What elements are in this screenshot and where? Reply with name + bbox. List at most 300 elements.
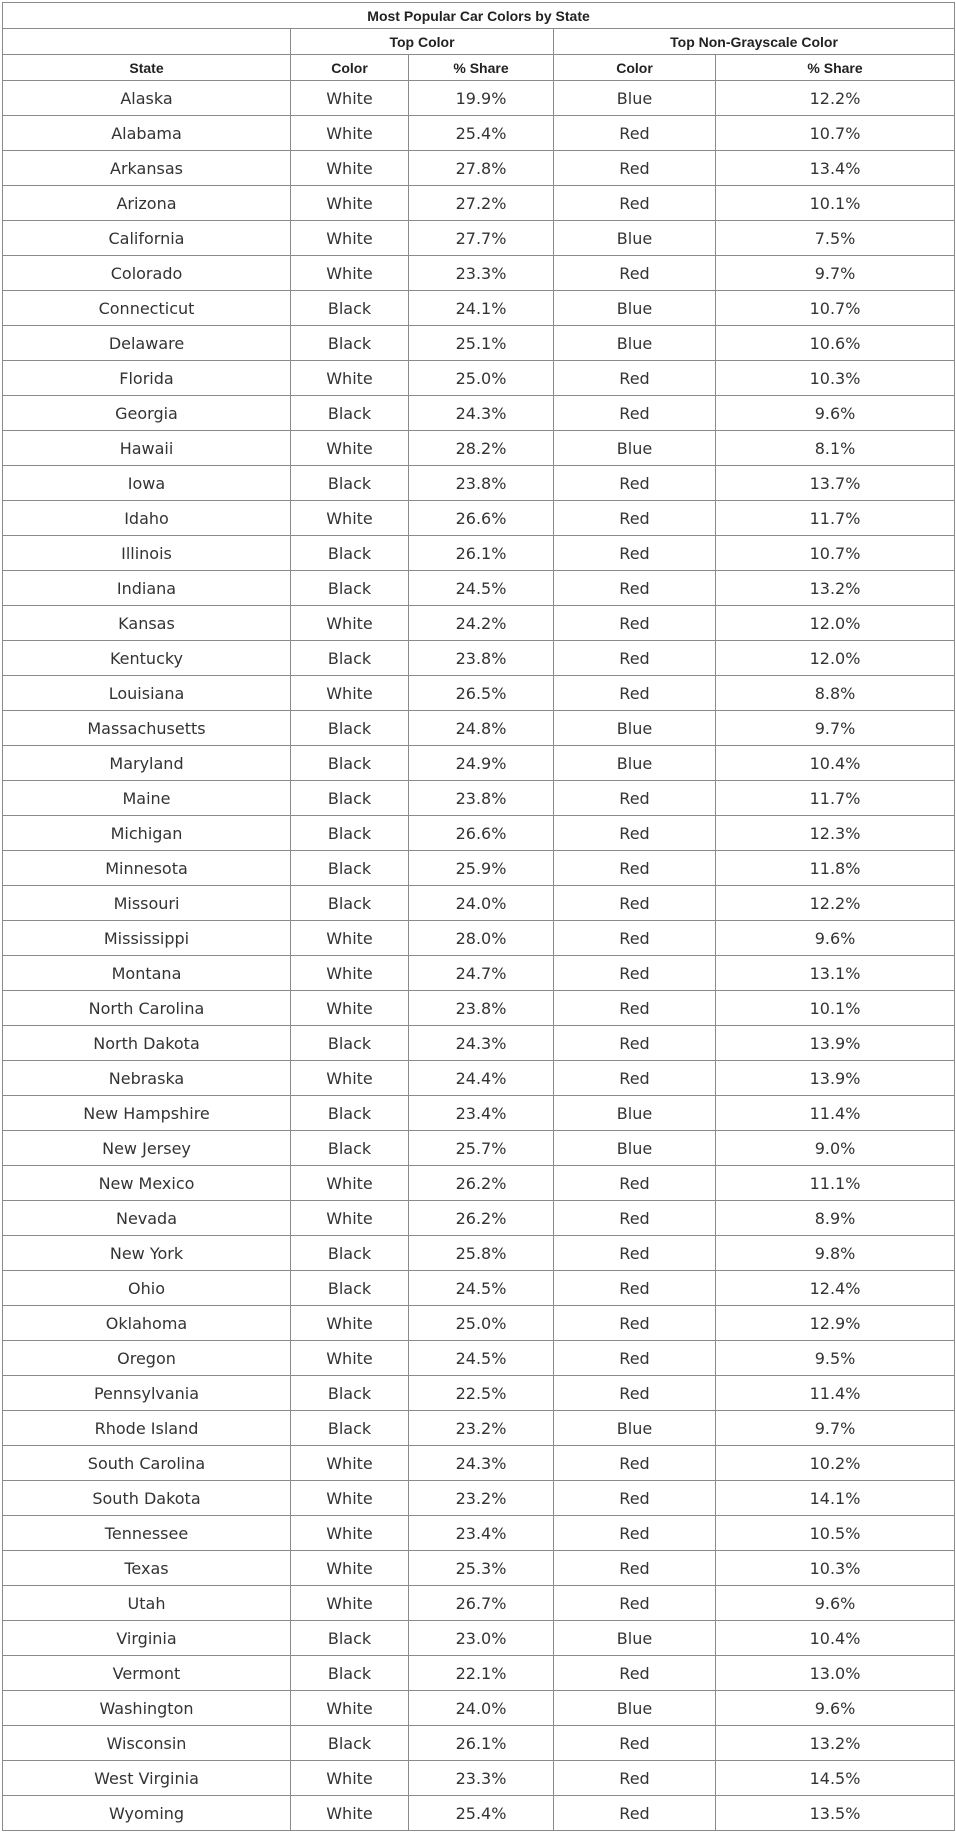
top-color-cell: White [291,1481,409,1516]
non-grayscale-share-cell: 9.7% [716,711,955,746]
top-share-cell: 25.4% [409,1796,554,1831]
state-cell: Maine [3,781,291,816]
car-colors-table [2,2,955,1831]
table-row [3,1796,955,1831]
table-row [3,641,955,676]
non-grayscale-share-cell: 9.6% [716,396,955,431]
non-grayscale-color-cell: Red [554,151,716,186]
non-grayscale-share-cell: 10.2% [716,1446,955,1481]
non-grayscale-color-cell: Blue [554,1131,716,1166]
top-share-cell: 23.8% [409,466,554,501]
table-row [3,326,955,361]
non-grayscale-color-cell: Red [554,1061,716,1096]
top-share-cell: 23.3% [409,256,554,291]
table-row [3,1691,955,1726]
top-color-cell: Black [291,1236,409,1271]
top-color-cell: White [291,606,409,641]
top-share-cell: 23.8% [409,641,554,676]
top-color-cell: White [291,1586,409,1621]
non-grayscale-color-cell: Red [554,676,716,711]
non-grayscale-share-cell: 14.1% [716,1481,955,1516]
non-grayscale-color-cell: Blue [554,221,716,256]
table-row [3,1551,955,1586]
non-grayscale-color-cell: Red [554,466,716,501]
non-grayscale-share-cell: 10.4% [716,746,955,781]
top-color-cell: Black [291,781,409,816]
table-row [3,571,955,606]
state-cell: Oklahoma [3,1306,291,1341]
top-color-cell: Black [291,746,409,781]
top-share-cell: 24.0% [409,1691,554,1726]
top-share-cell: 23.2% [409,1481,554,1516]
state-cell: Oregon [3,1341,291,1376]
non-grayscale-color-cell: Red [554,1446,716,1481]
non-grayscale-color-cell: Red [554,1166,716,1201]
top-share-cell: 25.1% [409,326,554,361]
top-color-cell: Black [291,291,409,326]
top-color-cell: White [291,1551,409,1586]
state-cell: Pennsylvania [3,1376,291,1411]
non-grayscale-share-cell: 13.2% [716,1726,955,1761]
top-color-cell: White [291,1201,409,1236]
table-row [3,186,955,221]
non-grayscale-color-cell: Red [554,361,716,396]
top-color-cell: White [291,1166,409,1201]
non-grayscale-share-cell: 13.0% [716,1656,955,1691]
top-share-cell: 24.5% [409,571,554,606]
top-share-cell: 24.2% [409,606,554,641]
non-grayscale-share-cell: 13.9% [716,1026,955,1061]
non-grayscale-share-cell: 14.5% [716,1761,955,1796]
top-share-cell: 25.9% [409,851,554,886]
top-color-cell: Black [291,1411,409,1446]
top-share-cell: 27.8% [409,151,554,186]
non-grayscale-share-cell: 11.1% [716,1166,955,1201]
column-header-non-grayscale-color: Color [554,55,716,81]
non-grayscale-color-cell: Red [554,1656,716,1691]
table-row [3,711,955,746]
table-row [3,1446,955,1481]
table-row [3,886,955,921]
non-grayscale-color-cell: Red [554,1726,716,1761]
top-color-cell: White [291,256,409,291]
non-grayscale-share-cell: 13.5% [716,1796,955,1831]
non-grayscale-color-cell: Red [554,256,716,291]
state-cell: Alabama [3,116,291,151]
non-grayscale-share-cell: 13.4% [716,151,955,186]
state-cell: Montana [3,956,291,991]
non-grayscale-share-cell: 11.8% [716,851,955,886]
table-body [3,81,955,1831]
state-cell: Florida [3,361,291,396]
non-grayscale-share-cell: 8.8% [716,676,955,711]
non-grayscale-share-cell: 12.9% [716,1306,955,1341]
non-grayscale-share-cell: 9.0% [716,1131,955,1166]
table-row [3,1726,955,1761]
table-row [3,781,955,816]
non-grayscale-share-cell: 9.8% [716,1236,955,1271]
top-share-cell: 24.5% [409,1271,554,1306]
top-share-cell: 23.4% [409,1516,554,1551]
top-color-cell: Black [291,1131,409,1166]
top-color-cell: White [291,81,409,116]
table-row [3,291,955,326]
table-row [3,921,955,956]
non-grayscale-color-cell: Blue [554,711,716,746]
column-header-non-grayscale-share: % Share [716,55,955,81]
state-cell: Delaware [3,326,291,361]
state-cell: Tennessee [3,1516,291,1551]
non-grayscale-share-cell: 13.2% [716,571,955,606]
top-share-cell: 27.2% [409,186,554,221]
column-header-top-color: Color [291,55,409,81]
column-group-row [3,29,955,55]
table-row [3,1586,955,1621]
table-row [3,1516,955,1551]
top-share-cell: 26.5% [409,676,554,711]
state-cell: New Hampshire [3,1096,291,1131]
top-color-cell: Black [291,396,409,431]
non-grayscale-color-cell: Red [554,501,716,536]
non-grayscale-color-cell: Red [554,1236,716,1271]
state-cell: Michigan [3,816,291,851]
top-share-cell: 23.2% [409,1411,554,1446]
top-color-cell: Black [291,641,409,676]
state-cell: North Carolina [3,991,291,1026]
state-cell: Indiana [3,571,291,606]
top-share-cell: 24.0% [409,886,554,921]
top-color-cell: White [291,676,409,711]
column-header-state: State [3,55,291,81]
top-color-cell: White [291,361,409,396]
state-cell: Nebraska [3,1061,291,1096]
top-color-cell: White [291,956,409,991]
state-cell: Maryland [3,746,291,781]
top-share-cell: 26.2% [409,1201,554,1236]
non-grayscale-color-cell: Red [554,571,716,606]
state-cell: Wisconsin [3,1726,291,1761]
top-share-cell: 25.0% [409,1306,554,1341]
state-cell: North Dakota [3,1026,291,1061]
state-cell: Virginia [3,1621,291,1656]
state-cell: Illinois [3,536,291,571]
top-color-cell: Black [291,816,409,851]
state-cell: Nevada [3,1201,291,1236]
non-grayscale-share-cell: 13.1% [716,956,955,991]
non-grayscale-color-cell: Red [554,956,716,991]
non-grayscale-share-cell: 12.2% [716,886,955,921]
table-row [3,1656,955,1691]
top-share-cell: 24.5% [409,1341,554,1376]
non-grayscale-share-cell: 10.6% [716,326,955,361]
table-row [3,501,955,536]
non-grayscale-share-cell: 13.7% [716,466,955,501]
table-row [3,1341,955,1376]
top-color-cell: White [291,151,409,186]
state-cell: Texas [3,1551,291,1586]
non-grayscale-share-cell: 11.7% [716,781,955,816]
top-share-cell: 25.0% [409,361,554,396]
table-row [3,151,955,186]
top-color-cell: White [291,1341,409,1376]
table-row [3,676,955,711]
non-grayscale-color-cell: Red [554,536,716,571]
non-grayscale-color-cell: Red [554,1586,716,1621]
non-grayscale-share-cell: 11.4% [716,1376,955,1411]
table-row [3,1376,955,1411]
state-cell: California [3,221,291,256]
top-color-cell: White [291,1796,409,1831]
non-grayscale-color-cell: Red [554,116,716,151]
table-row [3,956,955,991]
non-grayscale-color-cell: Red [554,1271,716,1306]
non-grayscale-color-cell: Blue [554,326,716,361]
table-row [3,116,955,151]
table-row [3,1761,955,1796]
table-title-row [3,3,955,29]
non-grayscale-share-cell: 8.1% [716,431,955,466]
non-grayscale-color-cell: Red [554,606,716,641]
top-share-cell: 26.6% [409,501,554,536]
table-row [3,1061,955,1096]
non-grayscale-color-cell: Blue [554,291,716,326]
top-color-cell: Black [291,536,409,571]
table-row [3,396,955,431]
table-row [3,1026,955,1061]
non-grayscale-color-cell: Red [554,1376,716,1411]
non-grayscale-color-cell: Red [554,816,716,851]
non-grayscale-share-cell: 10.4% [716,1621,955,1656]
top-share-cell: 26.6% [409,816,554,851]
non-grayscale-color-cell: Red [554,641,716,676]
top-color-cell: White [291,1306,409,1341]
state-cell: Hawaii [3,431,291,466]
non-grayscale-color-cell: Red [554,1026,716,1061]
top-share-cell: 23.0% [409,1621,554,1656]
state-cell: Missouri [3,886,291,921]
state-cell: South Carolina [3,1446,291,1481]
top-color-cell: Black [291,326,409,361]
state-cell: Connecticut [3,291,291,326]
table-row [3,1166,955,1201]
top-share-cell: 22.1% [409,1656,554,1691]
table-row [3,81,955,116]
top-color-cell: Black [291,571,409,606]
top-share-cell: 23.8% [409,781,554,816]
table-row [3,221,955,256]
non-grayscale-color-cell: Red [554,851,716,886]
top-color-cell: White [291,116,409,151]
top-share-cell: 25.8% [409,1236,554,1271]
state-cell: Mississippi [3,921,291,956]
top-color-cell: Black [291,1096,409,1131]
non-grayscale-share-cell: 10.3% [716,361,955,396]
top-color-cell: Black [291,1026,409,1061]
non-grayscale-share-cell: 12.0% [716,606,955,641]
non-grayscale-color-cell: Red [554,991,716,1026]
non-grayscale-share-cell: 10.7% [716,291,955,326]
non-grayscale-color-cell: Red [554,1551,716,1586]
top-color-cell: White [291,1691,409,1726]
table-row [3,431,955,466]
state-cell: Georgia [3,396,291,431]
non-grayscale-color-cell: Red [554,1796,716,1831]
state-cell: Washington [3,1691,291,1726]
table-row [3,1131,955,1166]
state-cell: Louisiana [3,676,291,711]
non-grayscale-share-cell: 12.0% [716,641,955,676]
top-share-cell: 24.8% [409,711,554,746]
non-grayscale-color-cell: Red [554,921,716,956]
top-color-cell: White [291,921,409,956]
non-grayscale-color-cell: Blue [554,1096,716,1131]
column-header-row [3,55,955,81]
top-color-cell: White [291,1061,409,1096]
non-grayscale-share-cell: 9.6% [716,921,955,956]
state-cell: Wyoming [3,1796,291,1831]
top-share-cell: 26.2% [409,1166,554,1201]
top-share-cell: 22.5% [409,1376,554,1411]
table-row [3,746,955,781]
table-row [3,1621,955,1656]
top-share-cell: 25.3% [409,1551,554,1586]
table-row [3,1096,955,1131]
non-grayscale-color-cell: Red [554,1761,716,1796]
group-header-blank [3,29,291,55]
non-grayscale-color-cell: Red [554,781,716,816]
top-color-cell: White [291,1446,409,1481]
non-grayscale-share-cell: 9.7% [716,256,955,291]
non-grayscale-color-cell: Red [554,1341,716,1376]
top-share-cell: 24.3% [409,1446,554,1481]
state-cell: Iowa [3,466,291,501]
top-color-cell: Black [291,1376,409,1411]
non-grayscale-share-cell: 9.6% [716,1691,955,1726]
state-cell: New York [3,1236,291,1271]
non-grayscale-share-cell: 12.4% [716,1271,955,1306]
state-cell: New Mexico [3,1166,291,1201]
top-color-cell: Black [291,1271,409,1306]
top-share-cell: 25.4% [409,116,554,151]
state-cell: Minnesota [3,851,291,886]
non-grayscale-color-cell: Red [554,396,716,431]
table-row [3,1236,955,1271]
non-grayscale-color-cell: Blue [554,1411,716,1446]
top-color-cell: Black [291,1656,409,1691]
table-row [3,851,955,886]
non-grayscale-share-cell: 11.7% [716,501,955,536]
state-cell: Alaska [3,81,291,116]
table-row [3,816,955,851]
state-cell: Ohio [3,1271,291,1306]
non-grayscale-color-cell: Red [554,1306,716,1341]
non-grayscale-color-cell: Red [554,1201,716,1236]
state-cell: Idaho [3,501,291,536]
non-grayscale-color-cell: Red [554,1516,716,1551]
non-grayscale-color-cell: Blue [554,1621,716,1656]
table-row [3,536,955,571]
top-share-cell: 23.8% [409,991,554,1026]
table-title: Most Popular Car Colors by State [3,3,955,29]
table-row [3,256,955,291]
state-cell: Vermont [3,1656,291,1691]
top-share-cell: 23.4% [409,1096,554,1131]
table-row [3,1411,955,1446]
top-share-cell: 19.9% [409,81,554,116]
state-cell: Utah [3,1586,291,1621]
state-cell: Kentucky [3,641,291,676]
non-grayscale-share-cell: 10.1% [716,186,955,221]
non-grayscale-share-cell: 9.7% [716,1411,955,1446]
top-color-cell: White [291,991,409,1026]
state-cell: Massachusetts [3,711,291,746]
top-share-cell: 24.7% [409,956,554,991]
top-share-cell: 28.2% [409,431,554,466]
top-share-cell: 24.3% [409,396,554,431]
non-grayscale-share-cell: 7.5% [716,221,955,256]
top-color-cell: White [291,1516,409,1551]
top-color-cell: Black [291,886,409,921]
top-share-cell: 24.4% [409,1061,554,1096]
non-grayscale-share-cell: 10.7% [716,116,955,151]
top-color-cell: White [291,431,409,466]
non-grayscale-color-cell: Blue [554,81,716,116]
non-grayscale-color-cell: Red [554,886,716,921]
table-row [3,606,955,641]
non-grayscale-color-cell: Blue [554,431,716,466]
non-grayscale-share-cell: 12.2% [716,81,955,116]
table-row [3,1306,955,1341]
top-color-cell: Black [291,1726,409,1761]
state-cell: Kansas [3,606,291,641]
non-grayscale-share-cell: 10.1% [716,991,955,1026]
top-color-cell: White [291,221,409,256]
top-color-cell: Black [291,466,409,501]
non-grayscale-share-cell: 12.3% [716,816,955,851]
top-share-cell: 23.3% [409,1761,554,1796]
column-header-top-share: % Share [409,55,554,81]
non-grayscale-share-cell: 9.5% [716,1341,955,1376]
group-header-top-color: Top Color [291,29,554,55]
top-share-cell: 24.3% [409,1026,554,1061]
top-color-cell: White [291,186,409,221]
non-grayscale-color-cell: Blue [554,746,716,781]
top-share-cell: 26.1% [409,1726,554,1761]
state-cell: Arkansas [3,151,291,186]
group-header-top-non-grayscale: Top Non-Grayscale Color [554,29,955,55]
top-color-cell: White [291,501,409,536]
non-grayscale-color-cell: Red [554,1481,716,1516]
non-grayscale-share-cell: 11.4% [716,1096,955,1131]
non-grayscale-share-cell: 8.9% [716,1201,955,1236]
top-share-cell: 26.1% [409,536,554,571]
top-share-cell: 24.9% [409,746,554,781]
table-row [3,1481,955,1516]
top-share-cell: 27.7% [409,221,554,256]
non-grayscale-share-cell: 9.6% [716,1586,955,1621]
top-share-cell: 24.1% [409,291,554,326]
table-row [3,1201,955,1236]
state-cell: Colorado [3,256,291,291]
non-grayscale-share-cell: 10.5% [716,1516,955,1551]
state-cell: Arizona [3,186,291,221]
top-share-cell: 28.0% [409,921,554,956]
non-grayscale-share-cell: 10.3% [716,1551,955,1586]
table-row [3,991,955,1026]
top-color-cell: Black [291,1621,409,1656]
non-grayscale-color-cell: Blue [554,1691,716,1726]
table-row [3,1271,955,1306]
